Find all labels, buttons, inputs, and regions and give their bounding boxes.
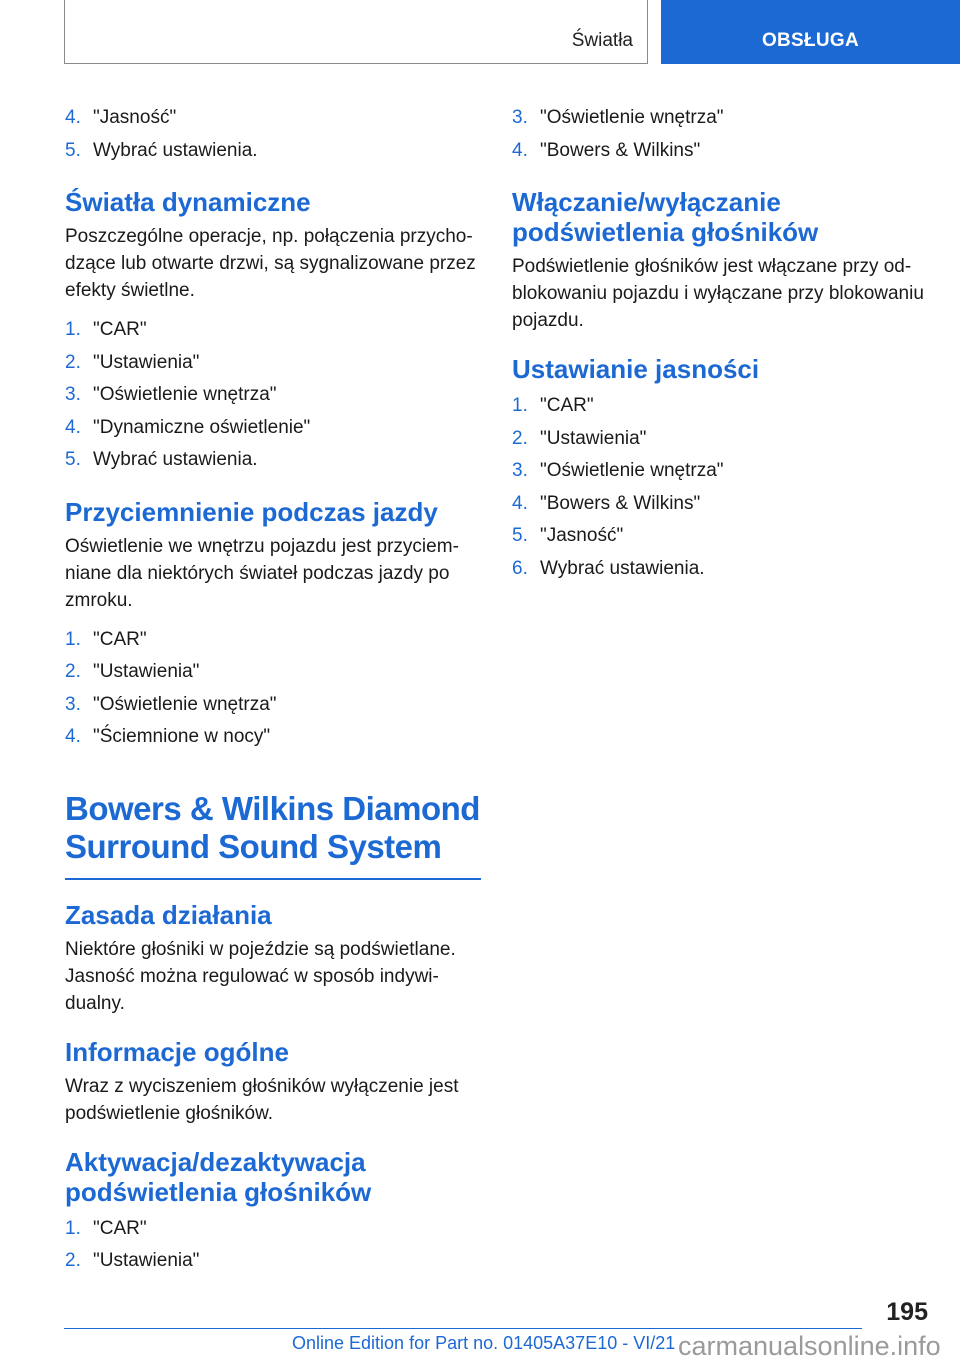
heading-line: Włączanie/wyłączanie: [512, 187, 781, 217]
list-item: 2. "Ustawienia": [65, 661, 200, 682]
heading-dimming: Przyciemnienie podczas jazdy: [65, 496, 438, 527]
paragraph-general-info: Wraz z wyciszeniem głośników wyłączenie jest podświetlenie głośników.: [65, 1075, 459, 1124]
chapter-title-line: Surround Sound System: [65, 827, 442, 865]
header-chapter-tab[interactable]: OBSŁUGA: [661, 0, 960, 64]
heading-line: podświetlenia głośników: [512, 217, 819, 247]
heading-line: Aktywacja/dezaktywacja: [65, 1146, 366, 1177]
paragraph-onoff: Podświetlenie głośników jest włączane przy odblokowaniu pojazdu i wyłączane przy blokowaniu pojazdu.: [512, 256, 924, 331]
chapter-title-divider: [65, 878, 481, 880]
steps-list-top-left: [65, 102, 481, 167]
page-number: 195: [886, 1298, 928, 1326]
list-item: 1. "CAR": [512, 395, 594, 416]
right-column: [512, 102, 932, 585]
list-item: 2. "Ustawienia": [512, 427, 647, 449]
heading-brightness: Ustawianie jasności: [512, 354, 760, 384]
steps-list-dynamic: [65, 314, 481, 477]
list-item: 5. Wybrać ustawienia.: [65, 449, 258, 470]
list-item: 5. Wybrać ustawienia.: [65, 139, 258, 161]
steps-list-dimming: [65, 624, 481, 754]
list-item: 1. "CAR": [65, 319, 147, 340]
header-section-title: Światła: [571, 30, 633, 51]
list-item: 4. "Bowers & Wilkins": [512, 139, 701, 161]
header-section-box: [64, 0, 648, 64]
footer-divider: [64, 1328, 862, 1329]
list-item: 3. "Oświetlenie wnętrza": [65, 693, 277, 715]
paragraph-dynamic-lights: Poszczególne operacje, np. połączenia przychodzące lub otwarte drzwi, są sygnalizowane przez efekty świetlne.: [65, 226, 476, 301]
list-item: 2. "Ustawienia": [65, 351, 200, 373]
steps-list-activation: [65, 1213, 481, 1278]
footer-watermark: carmanualsonline.info: [678, 1331, 941, 1361]
chapter-title-line: Bowers & Wilkins Diamond: [65, 789, 480, 827]
heading-general-info: Informacje ogólne: [65, 1036, 289, 1067]
list-item: 4. "Jasność": [65, 107, 177, 128]
list-item: 5. "Jasność": [512, 525, 624, 546]
steps-list-top-right: [512, 102, 932, 167]
heading-activation: [65, 1147, 481, 1207]
heading-dynamic-lights: Światła dynamiczne: [65, 187, 311, 217]
paragraph-principle: Niektóre głośniki w pojeździe są podświetlane. Jasność można regulować w sposób indywidualny.: [65, 938, 456, 1014]
left-column: [65, 102, 481, 1278]
list-item: 3. "Oświetlenie wnętrza": [65, 384, 277, 405]
list-item: 2. "Ustawienia": [65, 1250, 200, 1271]
footer-edition-text: Online Edition for Part no. 01405A37E10 - VI/21: [292, 1333, 676, 1353]
list-item: 1. "CAR": [65, 628, 147, 650]
list-item: 4. "Ściemnione w nocy": [65, 726, 271, 747]
list-item: 3. "Oświetlenie wnętrza": [512, 460, 724, 481]
heading-principle: Zasada działania: [65, 899, 272, 930]
list-item: 6. Wybrać ustawienia.: [512, 557, 705, 579]
paragraph-dimming: Oświetlenie we wnętrzu pojazdu jest przyciemniane dla niektórych świateł podczas jazdy po zmroku.: [65, 535, 459, 611]
list-item: 3. "Oświetlenie wnętrza": [512, 107, 724, 128]
list-item: 4. "Bowers & Wilkins": [512, 492, 701, 514]
steps-list-brightness: [512, 390, 932, 585]
list-item: 1. "CAR": [65, 1217, 147, 1239]
chapter-title-bowers-wilkins: [65, 790, 481, 866]
heading-onoff: [512, 187, 932, 247]
heading-line: podświetlenia głośników: [65, 1176, 372, 1207]
list-item: 4. "Dynamiczne oświetlenie": [65, 416, 311, 438]
